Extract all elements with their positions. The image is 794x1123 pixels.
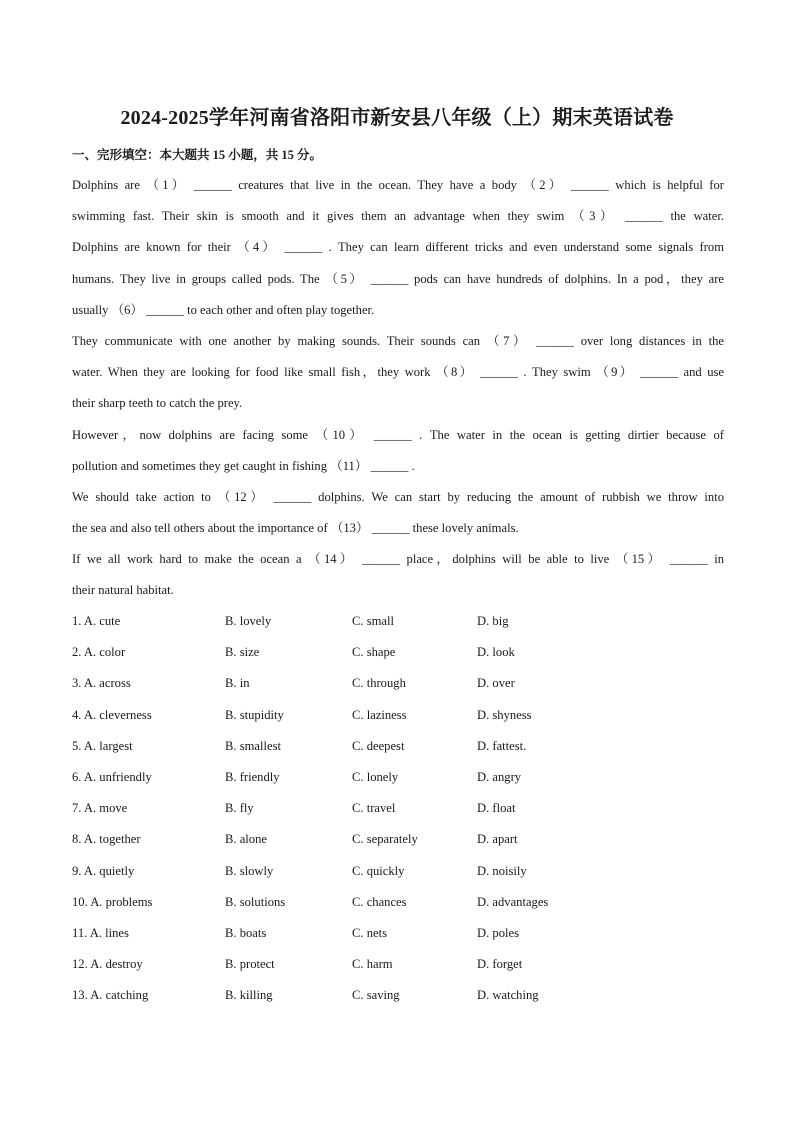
option-d: D. watching — [477, 988, 539, 1003]
option-b: B. smallest — [225, 738, 281, 753]
question-row — [72, 700, 732, 731]
passage-line: If we all work hard to make the ocean a （14） ______ place，dolphins will be able to live （15） ______ in — [72, 552, 724, 567]
section-heading: 一、完形填空：本大题共 15 小题，共 15 分。 — [72, 148, 323, 162]
question-row — [72, 887, 732, 918]
passage-line: usually （6） ______ to each other and often play together. — [72, 302, 375, 317]
option-c: C. separately — [352, 832, 418, 847]
option-a: 11. A. lines — [72, 925, 129, 940]
option-a: 4. A. cleverness — [72, 707, 152, 722]
option-d: D. forget — [477, 957, 523, 972]
passage-line: swimming fast. Their skin is smooth and it gives them an advantage when they swim （3） ______ the water. — [72, 209, 724, 224]
option-a: 13. A. catching — [72, 988, 149, 1003]
option-c: C. chances — [352, 894, 407, 909]
option-c: C. lonely — [352, 769, 399, 784]
option-b: B. fly — [225, 801, 254, 816]
option-b: B. size — [225, 645, 260, 660]
question-row — [72, 856, 732, 887]
option-d: D. apart — [477, 832, 518, 847]
option-b: B. in — [225, 676, 250, 691]
passage-line: Dolphins are （1） ______ creatures that live in the ocean. They have a body （2） ______ which is helpful for — [72, 178, 724, 192]
option-b: B. boats — [225, 925, 267, 940]
option-b: B. slowly — [225, 863, 274, 878]
passage-line: their sharp teeth to catch the prey. — [72, 396, 243, 411]
passage-line: However，now dolphins are facing some （10） ______ . The water in the ocean is getting dirtier because of — [72, 427, 724, 442]
option-d: D. poles — [477, 925, 519, 940]
option-a: 3. A. across — [72, 676, 131, 691]
option-c: C. through — [352, 676, 406, 691]
option-c: C. travel — [352, 801, 396, 816]
option-b: B. lovely — [225, 614, 272, 628]
question-row — [72, 731, 732, 762]
option-d: D. shyness — [477, 707, 532, 722]
option-a: 6. A. unfriendly — [72, 769, 152, 784]
answer-options — [72, 606, 732, 1011]
page-title: 2024-2025学年河南省洛阳市新安县八年级（上）期末英语试卷 — [120, 107, 674, 129]
option-b: B. stupidity — [225, 707, 284, 722]
option-a: 10. A. problems — [72, 894, 153, 909]
option-d: D. look — [477, 645, 515, 660]
passage-line: Dolphins are known for their （4） ______ . They can learn different tricks and even understand some signals from — [72, 240, 724, 255]
option-a: 12. A. destroy — [72, 957, 143, 972]
option-d: D. over — [477, 676, 515, 691]
option-c: C. laziness — [352, 707, 407, 722]
option-c: C. shape — [352, 645, 396, 660]
question-row — [72, 668, 732, 699]
option-a: 8. A. together — [72, 832, 141, 847]
option-a: 9. A. quietly — [72, 863, 135, 878]
question-row — [72, 793, 732, 824]
option-b: B. friendly — [225, 769, 280, 784]
question-row — [72, 762, 732, 793]
option-c: C. small — [352, 614, 394, 628]
option-d: D. fattest. — [477, 738, 527, 753]
option-c: C. deepest — [352, 738, 405, 753]
passage-line: pollution and sometimes they get caught in fishing （11） ______ . — [72, 458, 415, 473]
option-b: B. alone — [225, 832, 267, 847]
passage-line: humans. They live in groups called pods. The （5） ______ pods can have hundreds of dolphins. In a pod，they are — [72, 271, 724, 286]
option-a: 1. A. cute — [72, 614, 121, 628]
option-b: B. solutions — [225, 894, 286, 909]
question-row — [72, 606, 732, 637]
passage-line: the sea and also tell others about the importance of （13） ______ these lovely animals. — [72, 521, 519, 536]
passage-line: water. When they are looking for food like small fish，they work （8） ______ . They swim （9） ______ and use — [72, 365, 724, 380]
question-row — [72, 637, 732, 668]
option-d: D. angry — [477, 769, 522, 784]
question-row — [72, 949, 732, 980]
option-d: D. big — [477, 614, 509, 628]
option-b: B. protect — [225, 957, 275, 972]
option-a: 7. A. move — [72, 801, 128, 816]
option-c: C. quickly — [352, 863, 405, 878]
cloze-passage — [72, 170, 724, 607]
option-a: 5. A. largest — [72, 738, 133, 753]
option-a: 2. A. color — [72, 645, 126, 660]
option-d: D. float — [477, 801, 516, 816]
option-d: D. noisily — [477, 863, 527, 878]
option-c: C. harm — [352, 957, 393, 972]
option-c: C. nets — [352, 925, 387, 940]
question-row — [72, 980, 732, 1011]
option-d: D. advantages — [477, 894, 549, 909]
question-row — [72, 824, 732, 855]
passage-line: We should take action to （12） ______ dolphins. We can start by reducing the amount of rubbish we throw into — [72, 489, 724, 504]
passage-line: They communicate with one another by making sounds. Their sounds can （7） ______ over long distances in the — [72, 333, 724, 348]
option-b: B. killing — [225, 988, 273, 1003]
passage-line: their natural habitat. — [72, 583, 174, 598]
question-row — [72, 918, 732, 949]
option-c: C. saving — [352, 988, 400, 1003]
